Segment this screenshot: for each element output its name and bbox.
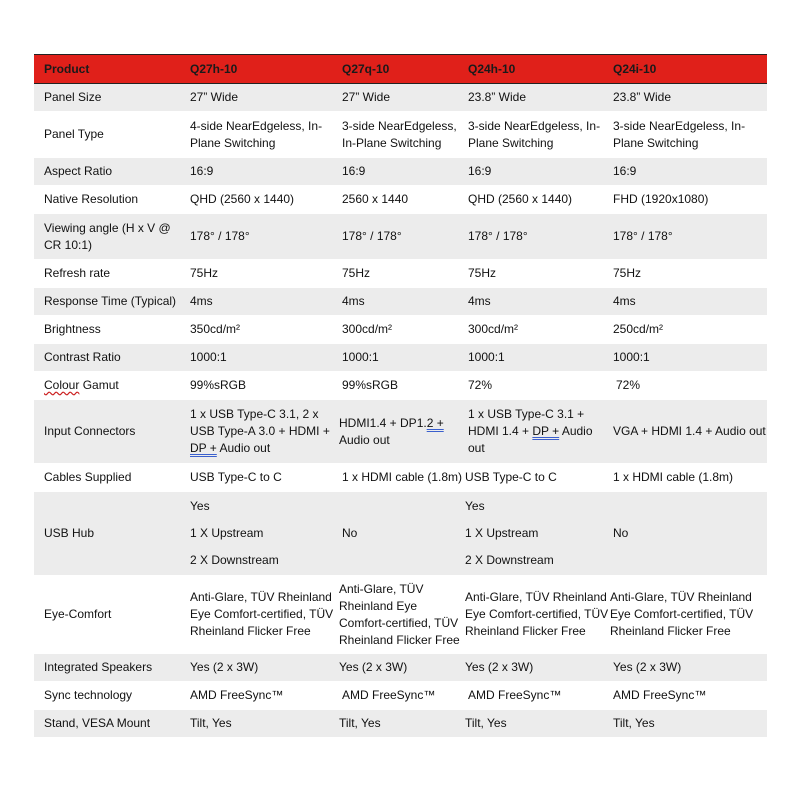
row-label: USB Hub: [34, 492, 187, 576]
cell-value: 4ms: [339, 288, 465, 316]
cell-value: 16:9: [187, 158, 339, 186]
cell-value: 4ms: [610, 288, 767, 316]
cell-value: Anti-Glare, TÜV Rheinland Eye Comfort-certified, TÜV Rheinland Flicker Free: [187, 576, 339, 654]
header-model: Q24i-10: [610, 55, 767, 84]
row-viewing-angle: [34, 214, 767, 260]
label-word: Colour: [44, 378, 80, 392]
cell-value: [187, 492, 339, 576]
cell-value: 99%sRGB: [187, 372, 339, 400]
row-native-resolution: [34, 186, 767, 214]
cell-value: 1000:1: [465, 344, 610, 372]
cell-value: 350cd/m²: [187, 316, 339, 344]
header-product: Product: [34, 55, 187, 84]
cell-value: 300cd/m²: [465, 316, 610, 344]
usb-line: 1 X Upstream: [190, 526, 264, 540]
row-brightness: [34, 316, 767, 344]
cell-value: 1000:1: [339, 344, 465, 372]
row-usb-hub: [34, 492, 767, 576]
row-eye-comfort: [34, 576, 767, 654]
cell-value: AMD FreeSync™: [187, 682, 339, 710]
cell-value: Tilt, Yes: [339, 710, 465, 738]
usb-line: 2 X Downstream: [465, 553, 554, 567]
cell-value: No: [339, 492, 465, 576]
row-label: Cables Supplied: [34, 464, 187, 492]
usb-line: 2 X Downstream: [190, 553, 279, 567]
cell-value: 16:9: [610, 158, 767, 186]
row-label: Native Resolution: [34, 186, 187, 214]
header-row: [34, 55, 767, 84]
connector-tail: Audio out: [339, 432, 390, 447]
spec-table: [34, 54, 767, 738]
header-model: Q24h-10: [465, 55, 610, 84]
connector-dp: DP +: [532, 424, 560, 438]
cell-value: Tilt, Yes: [465, 710, 610, 738]
cell-value: 3-side NearEdgeless, In-Plane Switching: [339, 112, 465, 158]
cell-value: 1000:1: [610, 344, 767, 372]
cell-value: AMD FreeSync™: [610, 682, 767, 710]
row-label: Integrated Speakers: [34, 654, 187, 682]
cell-value: [465, 492, 610, 576]
row-refresh-rate: [34, 260, 767, 288]
header-model: Q27h-10: [187, 55, 339, 84]
row-response-time: [34, 288, 767, 316]
usb-line: 1 X Upstream: [465, 526, 539, 540]
cell-value: 3-side NearEdgeless, In-Plane Switching: [465, 112, 610, 158]
cell-value: [339, 400, 465, 464]
cell-value: 75Hz: [187, 260, 339, 288]
cell-value: 4ms: [187, 288, 339, 316]
cell-value: 27” Wide: [339, 84, 465, 112]
row-sync-technology: [34, 682, 767, 710]
row-label: Sync technology: [34, 682, 187, 710]
cell-value: QHD (2560 x 1440): [187, 186, 339, 214]
row-label: Panel Type: [34, 112, 187, 158]
row-label: Eye-Comfort: [34, 576, 187, 654]
cell-value: Yes (2 x 3W): [610, 654, 767, 682]
cell-value: 75Hz: [339, 260, 465, 288]
cell-value: 75Hz: [610, 260, 767, 288]
cell-value: 99%sRGB: [339, 372, 465, 400]
cell-value: 178° / 178°: [610, 214, 767, 260]
row-label: Panel Size: [34, 84, 187, 112]
cell-value: AMD FreeSync™: [465, 682, 610, 710]
cell-value: No: [610, 492, 767, 576]
connector-text: 1 x USB Type-C 3.1 + HDMI 1.4 +: [468, 407, 585, 438]
row-stand-vesa: [34, 710, 767, 738]
row-contrast-ratio: [34, 344, 767, 372]
cell-value: 23.8” Wide: [610, 84, 767, 112]
row-cables-supplied: [34, 464, 767, 492]
cell-value: Tilt, Yes: [187, 710, 339, 738]
row-colour-gamut: [34, 372, 767, 400]
row-label: [34, 372, 187, 400]
cell-value: 75Hz: [465, 260, 610, 288]
cell-value: Yes (2 x 3W): [187, 654, 339, 682]
cell-value: 1 x HDMI cable (1.8m): [610, 464, 767, 492]
cell-value: 250cd/m²: [610, 316, 767, 344]
row-label: Aspect Ratio: [34, 158, 187, 186]
usb-line: Yes: [465, 499, 485, 513]
row-aspect-ratio: [34, 158, 767, 186]
cell-value: [465, 400, 610, 464]
label-rest: Gamut: [79, 378, 119, 392]
connector-text: HDMI1.4 + DP1.: [339, 415, 427, 430]
cell-value: USB Type-C to C: [187, 464, 339, 492]
cell-value: 27” Wide: [187, 84, 339, 112]
row-label: Viewing angle (H x V @ CR 10:1): [34, 214, 187, 260]
cell-value: 72%: [610, 372, 767, 400]
cell-value: 2560 x 1440: [339, 186, 465, 214]
cell-value: 16:9: [465, 158, 610, 186]
connector-tail: Audio out: [216, 441, 271, 455]
row-panel-type: [34, 112, 767, 158]
row-label: Contrast Ratio: [34, 344, 187, 372]
cell-value: 178° / 178°: [339, 214, 465, 260]
connector-dp: 2 +: [426, 415, 444, 430]
connector-dp: DP +: [190, 441, 217, 455]
cell-value: 300cd/m²: [339, 316, 465, 344]
cell-value: Anti-Glare, TÜV Rheinland Eye Comfort-certified, TÜV Rheinland Flicker Free: [339, 576, 465, 654]
row-input-connectors: [34, 400, 767, 464]
cell-value: 72%: [465, 372, 610, 400]
cell-value: 16:9: [339, 158, 465, 186]
cell-value: 3-side NearEdgeless, In-Plane Switching: [610, 112, 767, 158]
cell-value: 178° / 178°: [465, 214, 610, 260]
cell-value: FHD (1920x1080): [610, 186, 767, 214]
cell-value: 1 x HDMI cable (1.8m): [339, 464, 465, 492]
cell-value: 4-side NearEdgeless, In-Plane Switching: [187, 112, 339, 158]
cell-value: Anti-Glare, TÜV Rheinland Eye Comfort-certified, TÜV Rheinland Flicker Free: [465, 576, 610, 654]
cell-value: 1000:1: [187, 344, 339, 372]
cell-value: [187, 400, 339, 464]
header-model: Q27q-10: [339, 55, 465, 84]
row-panel-size: [34, 84, 767, 112]
cell-value: Tilt, Yes: [610, 710, 767, 738]
row-label: Input Connectors: [34, 400, 187, 464]
cell-value: 178° / 178°: [187, 214, 339, 260]
connector-tail: Audio out: [468, 424, 593, 455]
usb-line: Yes: [190, 499, 210, 513]
row-label: Response Time (Typical): [34, 288, 187, 316]
cell-value: Anti-Glare, TÜV Rheinland Eye Comfort-certified, TÜV Rheinland Flicker Free: [610, 576, 767, 654]
row-integrated-speakers: [34, 654, 767, 682]
cell-value: VGA + HDMI 1.4 + Audio out: [610, 400, 767, 464]
cell-value: USB Type-C to C: [465, 464, 610, 492]
cell-value: Yes (2 x 3W): [339, 654, 465, 682]
connector-text: 1 x USB Type-C 3.1, 2 x USB Type-A 3.0 + HDMI +: [190, 407, 330, 438]
cell-value: 23.8” Wide: [465, 84, 610, 112]
row-label: Refresh rate: [34, 260, 187, 288]
cell-value: AMD FreeSync™: [339, 682, 465, 710]
cell-value: 4ms: [465, 288, 610, 316]
row-label: Brightness: [34, 316, 187, 344]
row-label: Stand, VESA Mount: [34, 710, 187, 738]
cell-value: QHD (2560 x 1440): [465, 186, 610, 214]
cell-value: Yes (2 x 3W): [465, 654, 610, 682]
